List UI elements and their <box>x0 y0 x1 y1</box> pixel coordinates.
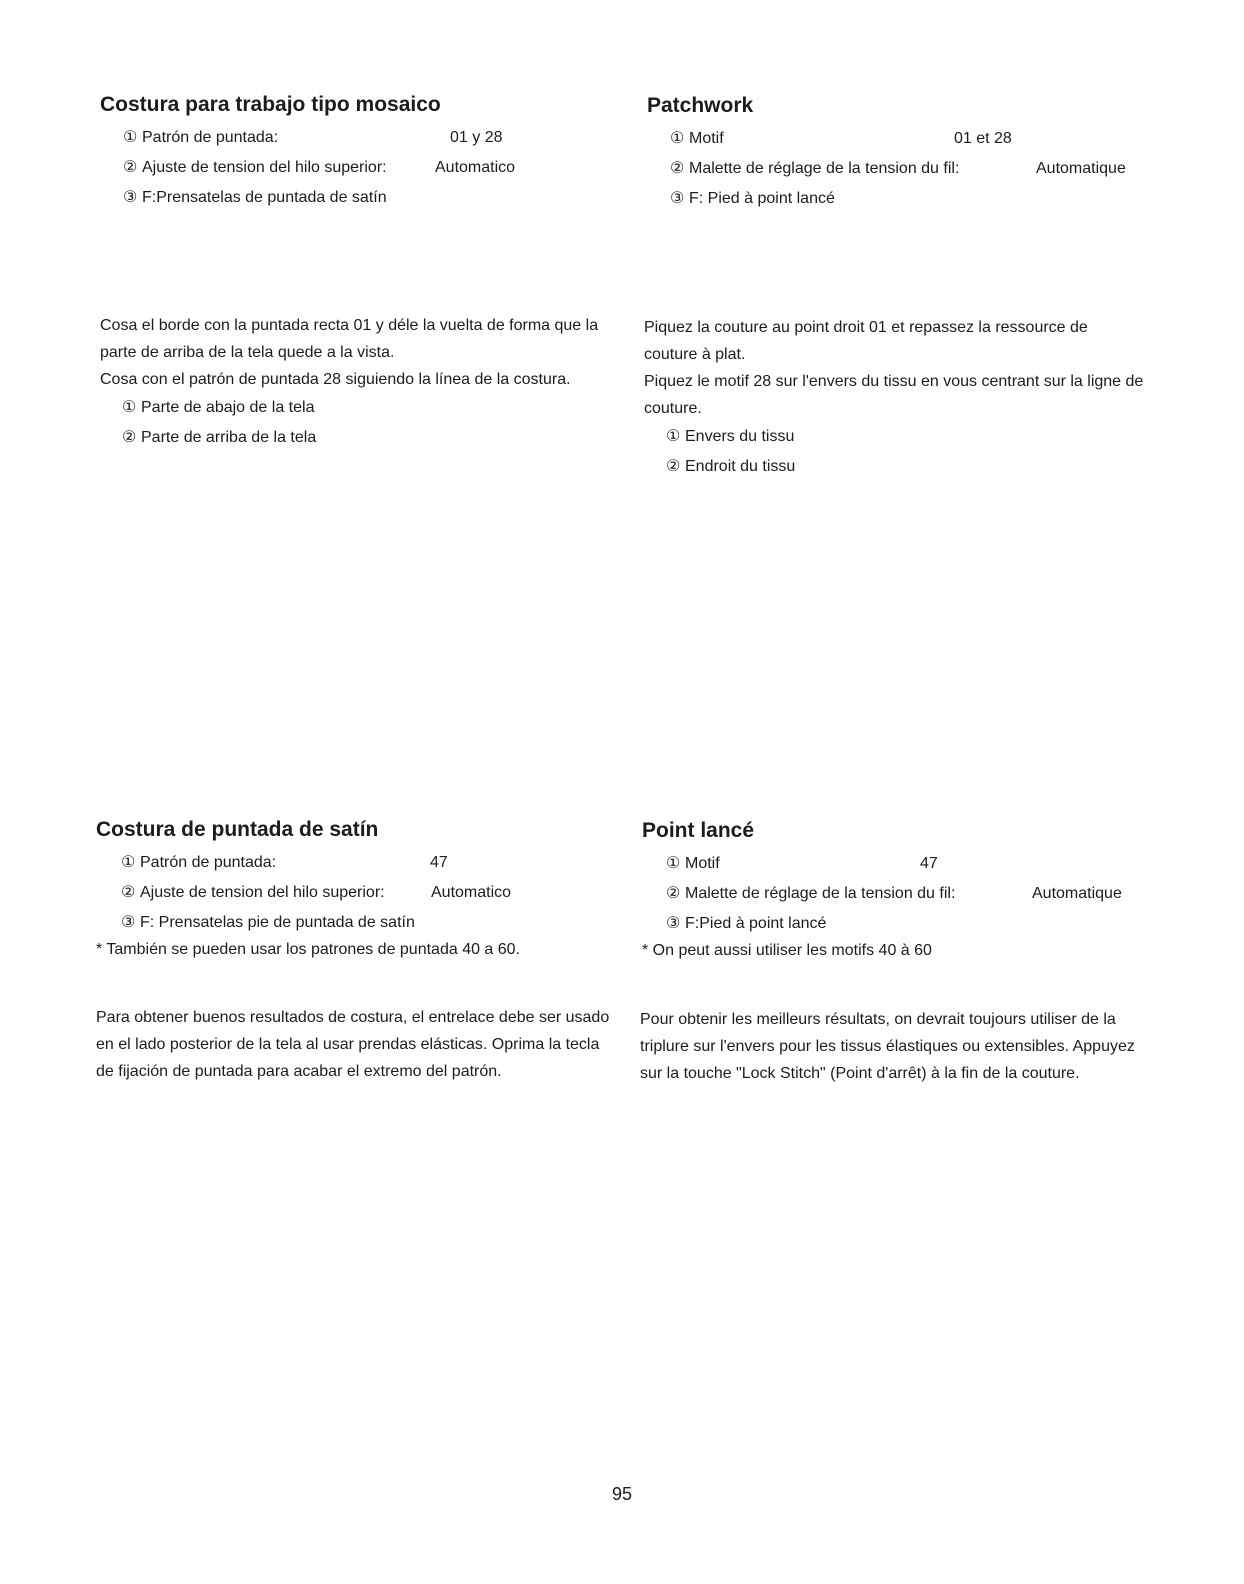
sec2-es-instructions <box>96 1004 618 1085</box>
spec-label: Patrón de puntada: <box>140 854 277 871</box>
spec-value: 01 y 28 <box>450 129 503 146</box>
spec-row <box>123 183 600 213</box>
sec2-fr-body <box>640 1006 1155 1087</box>
sec1-fr-header <box>647 93 1147 214</box>
sec1-fr-body <box>644 314 1144 482</box>
sec1-fr-legend <box>644 422 1144 482</box>
circled-number-3: ③ <box>121 914 136 931</box>
circled-number-1: ① <box>121 854 136 871</box>
spec-label: F:Pied à point lancé <box>685 915 827 932</box>
list-item: ② Parte de arriba de la tela <box>122 423 605 453</box>
spec-value: Automatico <box>435 159 516 176</box>
list-item: ② Endroit du tissu <box>666 452 1144 482</box>
circled-number-3: ③ <box>123 189 138 206</box>
circled-number-1: ① <box>666 855 681 872</box>
sec1-fr-instructions <box>644 314 1144 422</box>
spec-row <box>670 154 1147 184</box>
spec-row <box>666 849 1162 879</box>
spec-label: Motif <box>685 855 720 872</box>
spec-value: Automatico <box>431 884 512 901</box>
body-paragraph: Piquez la couture au point droit 01 et repassez la ressource de couture à plat. <box>644 319 1088 363</box>
spec-label: Motif <box>689 130 724 147</box>
circled-number-2: ② <box>121 884 136 901</box>
spec-label: Ajuste de tension del hilo superior: <box>142 159 387 176</box>
spec-label: Patrón de puntada: <box>142 129 279 146</box>
spec-label: F:Prensatelas de puntada de satín <box>142 189 387 206</box>
body-paragraph: Piquez le motif 28 sur l'envers du tissu en vous centrant sur la ligne de couture. <box>644 373 1144 417</box>
body-paragraph: Cosa con el patrón de puntada 28 siguiendo la línea de la costura. <box>100 371 571 388</box>
circled-number-2: ② <box>123 159 138 176</box>
footnote: * También se pueden usar los patrones de puntada 40 a 60. <box>96 941 521 958</box>
sec1-es-instructions <box>100 312 605 393</box>
circled-number-1: ① <box>670 130 685 147</box>
circled-number-1: ① <box>666 428 681 445</box>
spec-value: Automatique <box>1032 885 1122 902</box>
page-number: 95 <box>611 1484 633 1504</box>
sec2-es-spec-list <box>96 848 616 938</box>
spec-value: Automatique <box>1036 160 1126 177</box>
spec-value: 47 <box>920 855 938 872</box>
sec2-es-title: Costura de puntada de satín <box>96 818 379 841</box>
spec-row <box>666 909 1162 939</box>
sec2-fr-header <box>642 818 1162 963</box>
sec2-fr-spec-list <box>642 849 1162 939</box>
circled-number-2: ② <box>666 885 681 902</box>
sec2-es-body <box>96 1004 618 1085</box>
spec-row <box>670 124 1147 154</box>
spec-label: F: Prensatelas pie de puntada de satín <box>140 914 415 931</box>
list-item: ① Parte de abajo de la tela <box>122 393 605 423</box>
spec-row <box>123 153 600 183</box>
spec-row <box>121 848 616 878</box>
circled-number-1: ① <box>122 399 137 416</box>
circled-number-2: ② <box>670 160 685 177</box>
circled-number-2: ② <box>666 458 681 475</box>
footnote: * On peut aussi utiliser les motifs 40 à 60 <box>642 942 932 959</box>
sec2-es-header <box>96 817 616 962</box>
spec-row <box>121 878 616 908</box>
circled-number-3: ③ <box>670 190 685 207</box>
sec1-fr-title: Patchwork <box>647 94 754 117</box>
circled-number-3: ③ <box>666 915 681 932</box>
spec-label: Ajuste de tension del hilo superior: <box>140 884 385 901</box>
spec-row <box>666 879 1162 909</box>
sec1-es-body <box>100 312 605 453</box>
spec-row <box>121 908 616 938</box>
spec-value: 47 <box>430 854 448 871</box>
spec-row <box>123 123 600 153</box>
body-paragraph: Para obtener buenos resultados de costura, el entrelace debe ser usado en el lado posterior de la tela al usar prendas elásticas. Oprima la tecla de fijación de puntada para acabar el extremo del patrón. <box>96 1009 610 1080</box>
spec-value: 01 et 28 <box>954 130 1012 147</box>
spec-label: F: Pied à point lancé <box>689 190 835 207</box>
sec1-es-spec-list <box>100 123 600 213</box>
spec-label: Malette de réglage de la tension du fil: <box>689 160 960 177</box>
sec1-es-header <box>100 92 600 213</box>
spec-row <box>670 184 1147 214</box>
circled-number-2: ② <box>122 429 137 446</box>
sec1-fr-spec-list <box>647 124 1147 214</box>
list-item: ① Envers du tissu <box>666 422 1144 452</box>
sec2-fr-title: Point lancé <box>642 819 755 842</box>
body-paragraph: Cosa el borde con la puntada recta 01 y déle la vuelta de forma que la parte de arriba de la tela quede a la vista. <box>100 317 599 361</box>
sec1-es-legend <box>100 393 605 453</box>
body-paragraph: Pour obtenir les meilleurs résultats, on devrait toujours utiliser de la triplure sur l'envers pour les tissus élastiques ou extensibles. Appuyez sur la touche "Lock Stitch" (Point d'arrêt) à la fin de la couture. <box>640 1011 1135 1082</box>
sec2-fr-instructions <box>640 1006 1155 1087</box>
circled-number-1: ① <box>123 129 138 146</box>
sec1-es-title: Costura para trabajo tipo mosaico <box>100 93 441 116</box>
spec-label: Malette de réglage de la tension du fil: <box>685 885 956 902</box>
